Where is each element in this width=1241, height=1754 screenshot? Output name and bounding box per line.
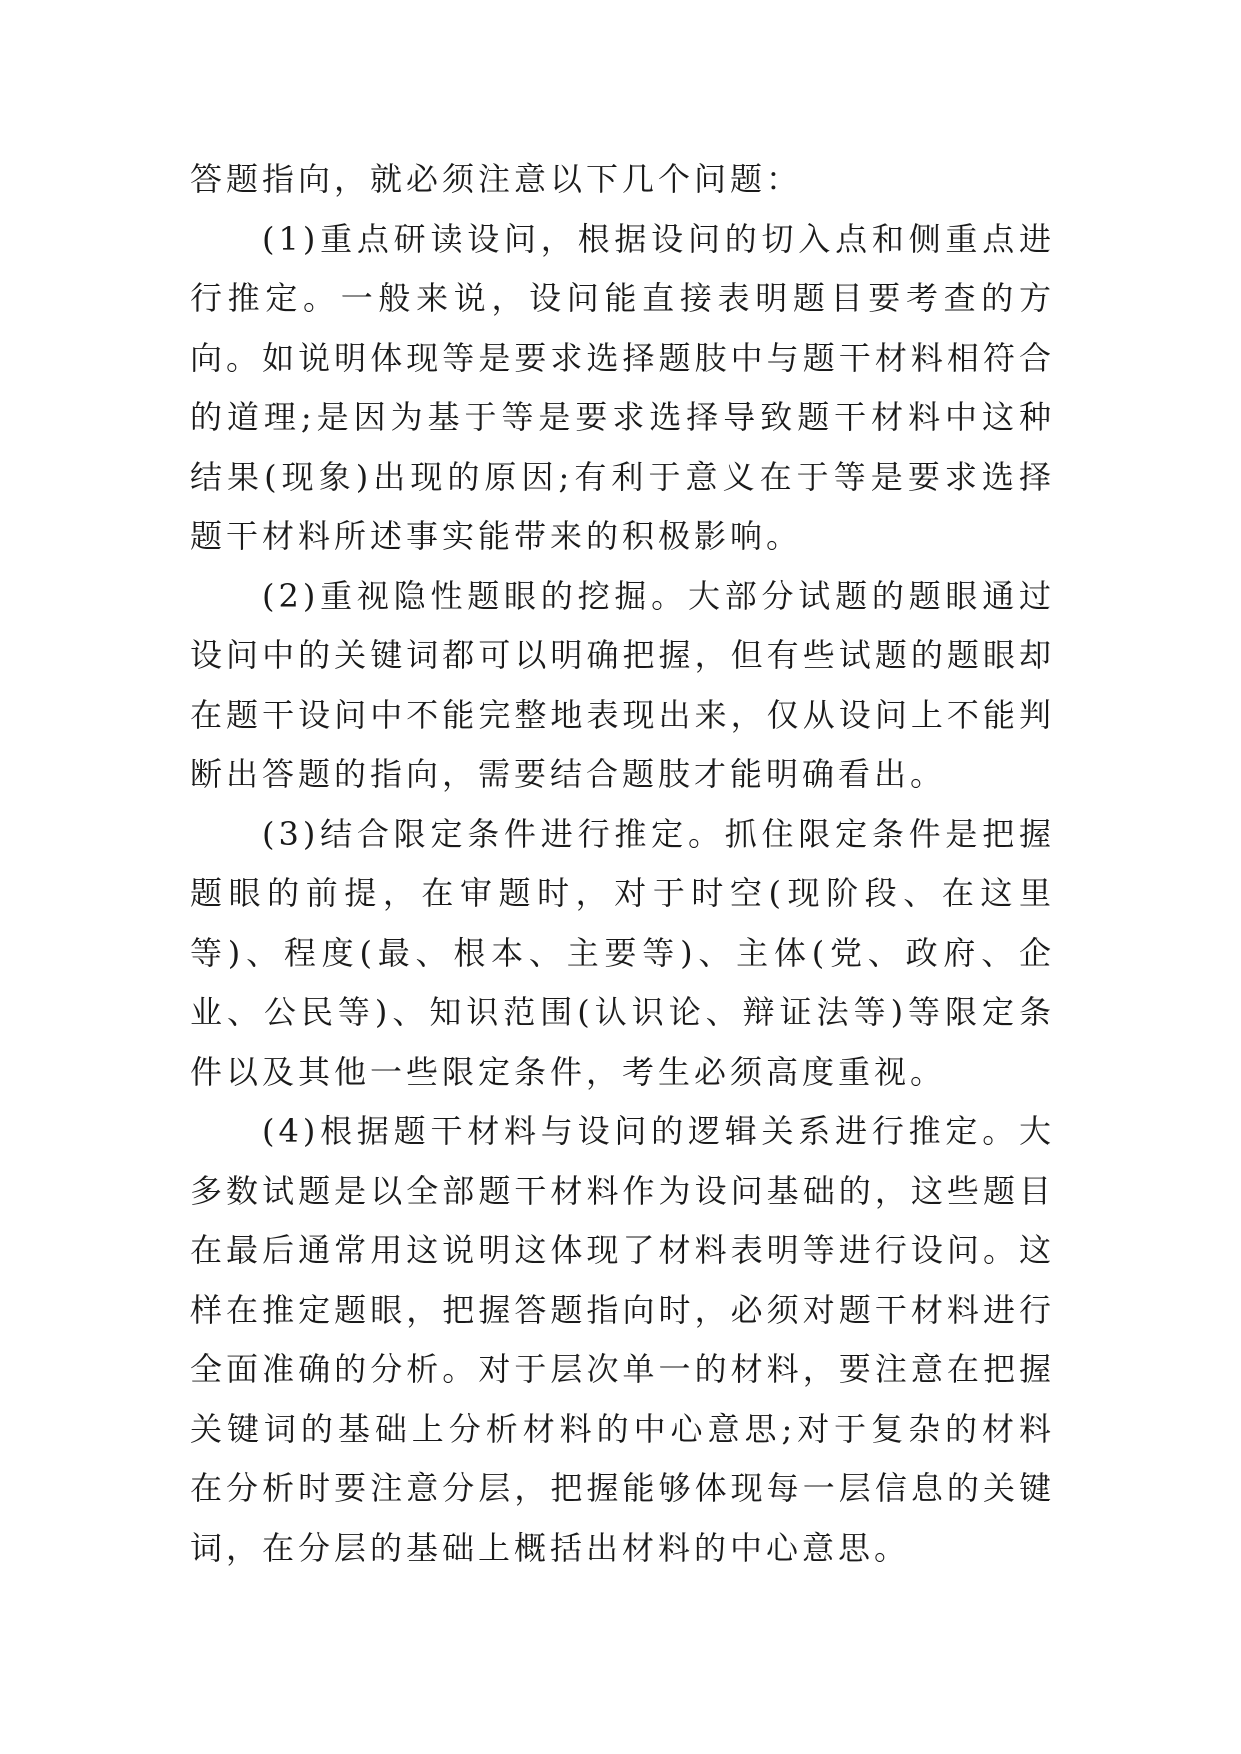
paragraph-point-4: (4)根据题干材料与设问的逻辑关系进行推定。大多数试题是以全部题干材料作为设问基础的，这些题目在最后通常用这说明这体现了材料表明等进行设问。这样在推定题眼，把握答题指向时，必须对题干材料进行全面准确的分析。对于层次单一的材料，要注意在把握关键词的基础上分析材料的中心意思;对于复杂的材料在分析时要注意分层，把握能够体现每一层信息的关键词，在分层的基础上概括出材料的中心意思。: [190, 1112, 1055, 1567]
paragraph-continuation: 答题指向，就必须注意以下几个问题：: [190, 160, 803, 198]
document-body: [190, 150, 1055, 1578]
paragraph-point-3: (3)结合限定条件进行推定。抓住限定条件是把握题眼的前提，在审题时，对于时空(现阶段、在这里等)、程度(最、根本、主要等)、主体(党、政府、企业、公民等)、知识范围(认识论、辩证法等)等限定条件以及其他一些限定条件，考生必须高度重视。: [190, 814, 1055, 1091]
paragraph-point-2: (2)重视隐性题眼的挖掘。大部分试题的题眼通过设问中的关键词都可以明确把握，但有些试题的题眼却在题干设问中不能完整地表现出来，仅从设问上不能判断出答题的指向，需要结合题肢才能明确看出。: [190, 576, 1055, 793]
paragraph-point-1: (1)重点研读设问，根据设问的切入点和侧重点进行推定。一般来说，设问能直接表明题目要考查的方向。如说明体现等是要求选择题肢中与题干材料相符合的道理;是因为基于等是要求选择导致题干材料中这种结果(现象)出现的原因;有利于意义在于等是要求选择题干材料所述事实能带来的积极影响。: [190, 219, 1055, 555]
